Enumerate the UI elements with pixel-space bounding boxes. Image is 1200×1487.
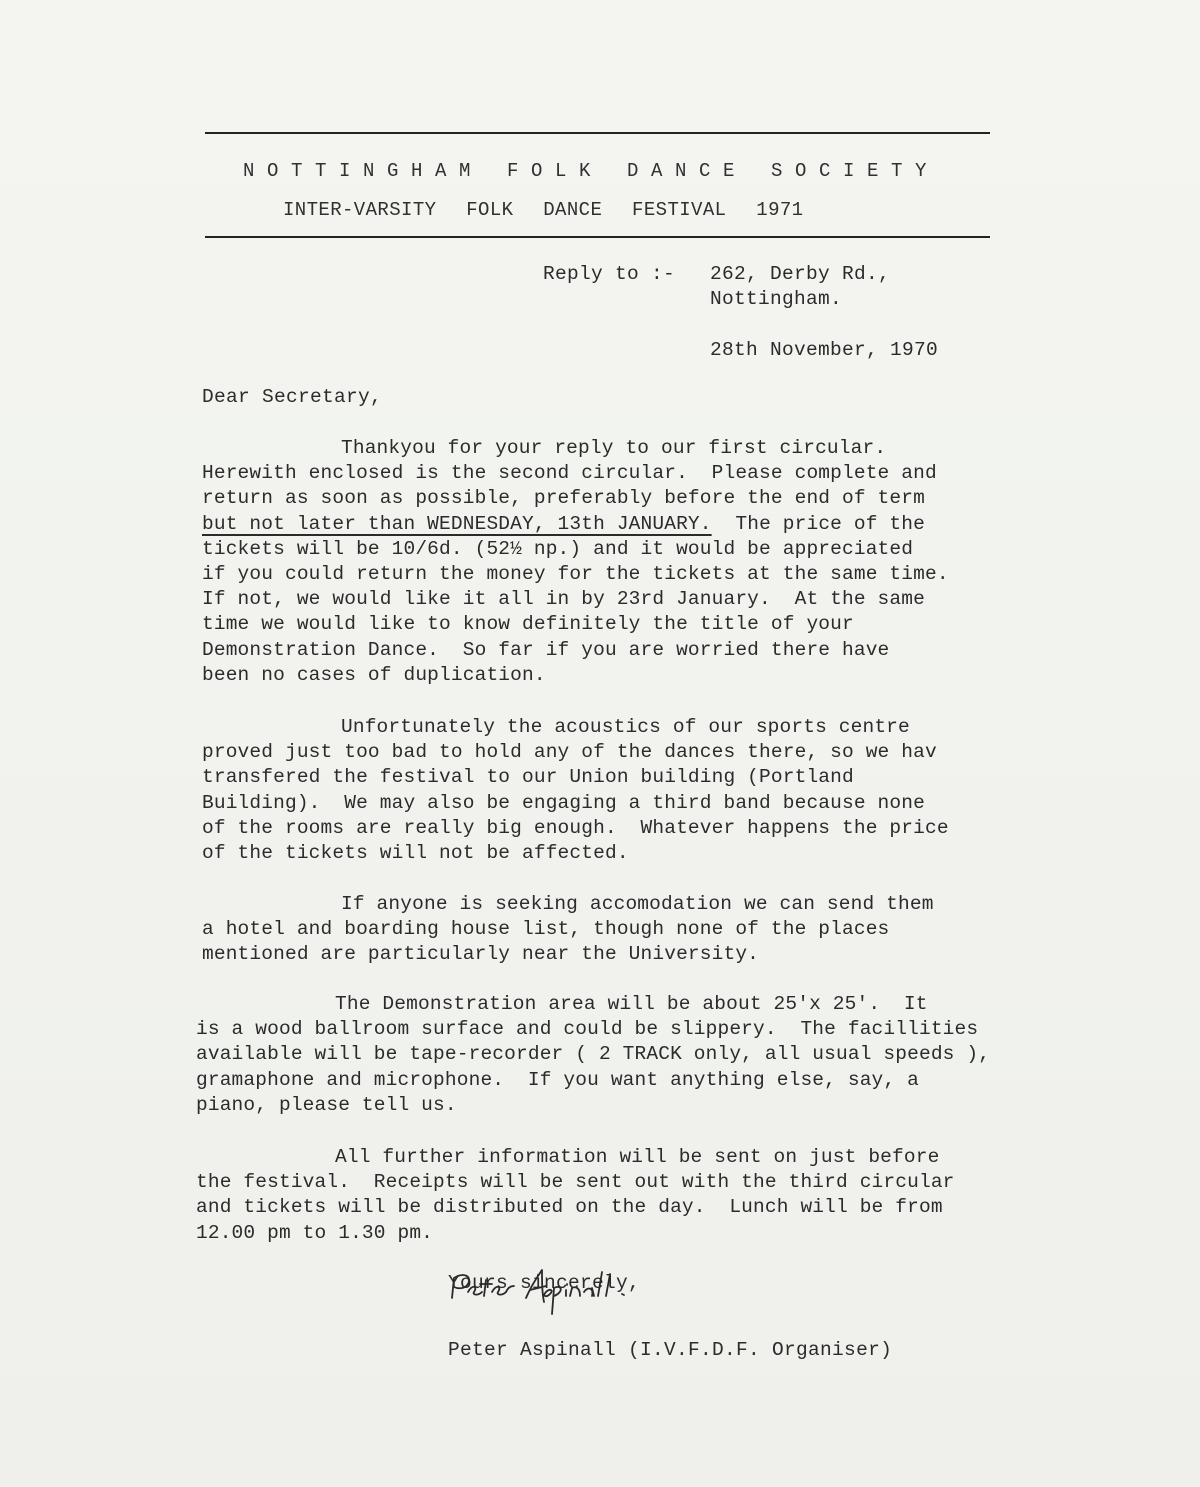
reply-address-line1: 262, Derby Rd., [710, 263, 891, 285]
letterhead-bottom-rule [205, 236, 990, 238]
paragraph-3 [202, 892, 1042, 968]
paragraph-line: return as soon as possible, preferably before the end of term [202, 487, 925, 510]
paragraph-line: a hotel and boarding house list, though none of the places [202, 918, 890, 941]
paragraph-line: mentioned are particularly near the University. [202, 943, 760, 966]
letter-date: 28th November, 1970 [710, 339, 939, 361]
paragraph-5 [196, 1145, 1036, 1246]
paragraph-line: is a wood ballroom surface and could be slippery. The facillities [196, 1018, 979, 1041]
reply-address-line2: Nottingham. [710, 288, 843, 310]
paragraph-line: If not, we would like it all in by 23rd January. At the same [202, 588, 925, 611]
paragraph-4 [196, 992, 1036, 1118]
paragraph-line: been no cases of duplication. [202, 663, 546, 686]
paragraph-line: Demonstration Dance. So far if you are worried there have [202, 638, 890, 661]
paragraph-2 [202, 715, 1042, 866]
deadline-underlined: but not later than WEDNESDAY, 13th JANUARY. [202, 512, 712, 535]
paragraph-line: tickets will be 10/6d. (52½ np.) and it would be appreciated [202, 537, 914, 560]
paragraph-line: Thankyou for your reply to our first circular. [341, 437, 887, 459]
paragraph-line: and tickets will be distributed on the day. Lunch will be from [196, 1196, 943, 1219]
signatory: Peter Aspinall (I.V.F.D.F. Organiser) [448, 1339, 893, 1361]
paragraph-line: All further information will be sent on just before [335, 1146, 940, 1168]
paragraph-line: The Demonstration area will be about 25'x 25'. It [335, 993, 928, 1015]
reply-to-label: Reply to :- [543, 263, 676, 285]
paragraph-line: time we would like to know definitely the title of your [202, 613, 854, 636]
paragraph-line: If anyone is seeking accomodation we can send them [341, 893, 934, 915]
paragraph-line: Unfortunately the acoustics of our sports centre [341, 716, 910, 738]
closing: Yours sincerely, [448, 1272, 641, 1294]
salutation: Dear Secretary, [202, 386, 383, 408]
price-intro: The price of the [735, 512, 925, 535]
society-heading: NOTTINGHAM FOLK DANCE SOCIETY [243, 160, 940, 182]
paragraph-line: 12.00 pm to 1.30 pm. [196, 1221, 434, 1244]
paragraph-1 [202, 436, 1042, 688]
paragraph-line: the festival. Receipts will be sent out with the third circular [196, 1171, 955, 1194]
paragraph-line: available will be tape-recorder ( 2 TRACK only, all usual speeds ), [196, 1043, 991, 1066]
paragraph-line [202, 512, 1042, 537]
festival-heading: INTER-VARSITY FOLK DANCE FESTIVAL 1971 [283, 199, 804, 221]
handwritten-signature [446, 1262, 666, 1332]
paragraph-line: of the tickets will not be affected. [202, 841, 629, 864]
paragraph-line: Building). We may also be engaging a third band because none [202, 791, 925, 814]
paragraph-line: of the rooms are really big enough. Whatever happens the price [202, 816, 949, 839]
paragraph-line: piano, please tell us. [196, 1093, 457, 1116]
letterhead-top-rule [205, 132, 990, 134]
paragraph-line: gramaphone and microphone. If you want anything else, say, a [196, 1068, 919, 1091]
paragraph-line: if you could return the money for the tickets at the same time. [202, 562, 949, 585]
paragraph-line: transfered the festival to our Union building (Portland [202, 766, 854, 789]
paragraph-line: Herewith enclosed is the second circular. Please complete and [202, 462, 937, 485]
paragraph-line: proved just too bad to hold any of the dances there, so we hav [202, 741, 937, 764]
